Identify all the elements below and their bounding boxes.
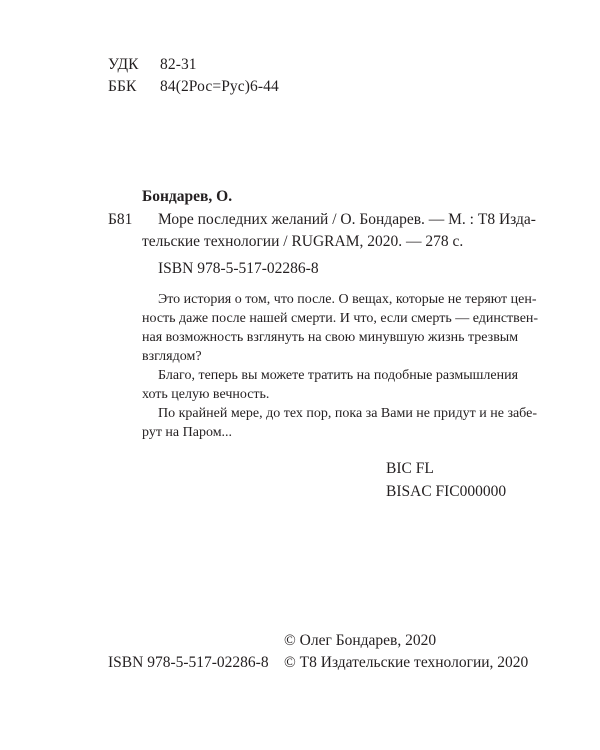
annotation-line: По крайней мере, до тех пор, пока за Вами не придут и не забе- bbox=[158, 406, 537, 421]
bbk-label: ББК bbox=[108, 78, 137, 95]
author-heading: Бондарев, О. bbox=[142, 188, 233, 205]
annotation-line: взглядом? bbox=[142, 349, 202, 364]
annotation-line: хоть целую вечность. bbox=[142, 387, 270, 402]
copyright-author: © Олег Бондарев, 2020 bbox=[284, 632, 437, 649]
author-mark: Б81 bbox=[108, 211, 133, 228]
bisac-code: BISAC FIC000000 bbox=[386, 483, 507, 500]
isbn-footer: ISBN 978-5-517-02286-8 bbox=[108, 654, 269, 671]
udk-label: УДК bbox=[108, 56, 139, 73]
udk-value: 82-31 bbox=[160, 56, 197, 73]
bibliographic-description-line: тельские технологии / RUGRAM, 2020. — 278 с. bbox=[142, 233, 464, 250]
bic-code: BIC FL bbox=[386, 460, 434, 477]
copyright-publisher: © Т8 Издательские технологии, 2020 bbox=[284, 654, 529, 671]
bibliographic-description-line: Море последних желаний / О. Бондарев. — М. : Т8 Изда- bbox=[158, 211, 536, 228]
bbk-line bbox=[108, 78, 328, 98]
udk-line bbox=[108, 56, 308, 76]
annotation-line: рут на Паром... bbox=[142, 425, 233, 440]
annotation-line: Это история о том, что после. О вещах, которые не теряют цен- bbox=[158, 292, 537, 307]
annotation-line: Благо, теперь вы можете тратить на подобные размышления bbox=[158, 368, 519, 383]
isbn-main: ISBN 978-5-517-02286-8 bbox=[158, 260, 319, 277]
bbk-value: 84(2Рос=Рус)6-44 bbox=[160, 78, 279, 95]
annotation-line: ная возможность взглянуть на свою минувшую жизнь трезвым bbox=[142, 330, 519, 345]
annotation-line: ность даже после нашей смерти. И что, если смерть — единствен- bbox=[142, 311, 539, 326]
